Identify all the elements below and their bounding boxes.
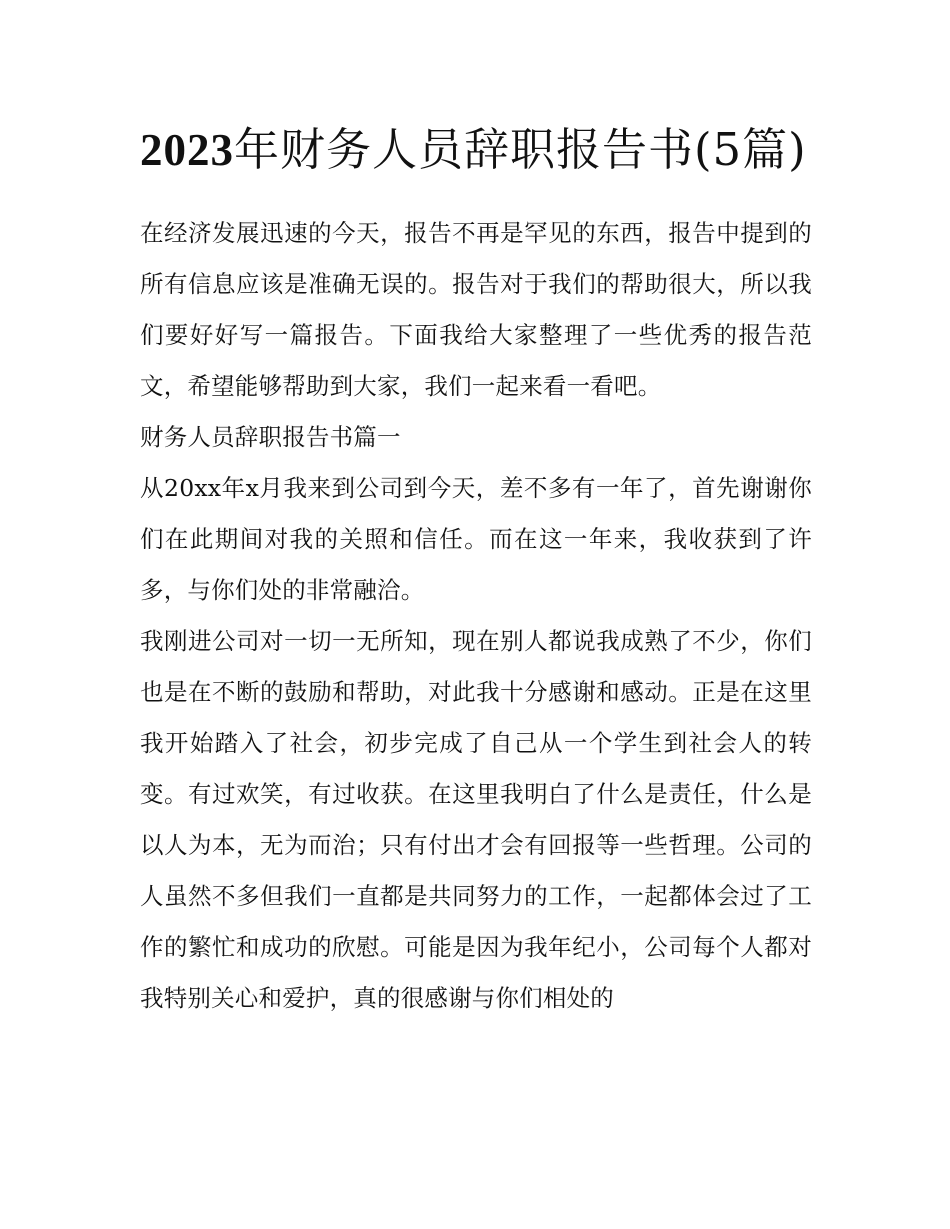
body-paragraph: 从20xx年x月我来到公司到今天，差不多有一年了，首先谢谢你们在此期间对我的关照和信任。而在这一年来，我收获到了许多，与你们处的非常融洽。 [140, 474, 812, 604]
body-paragraph: 我刚进公司对一切一无所知，现在别人都说我成熟了不少，你们也是在不断的鼓励和帮助，对此我十分感谢和感动。正是在这里我开始踏入了社会，初步完成了自己从一个学生到社会人的转变。有过欢笑，有过收获。在这里我明白了什么是责任，什么是以人为本，无为而治；只有付出才会有回报等一些哲理。公司的人虽然不多但我们一直都是共同努力的工作，一起都体会过了工作的繁忙和成功的欣慰。可能是因为我年纪小，公司每个人都对我特别关心和爱护，真的很感谢与你们相处的 [140, 627, 812, 1012]
section-heading: 财务人员辞职报告书篇一 [140, 423, 401, 451]
intro-paragraph: 在经济发展迅速的今天，报告不再是罕见的东西，报告中提到的所有信息应该是准确无误的。报告对于我们的帮助很大，所以我们要好好写一篇报告。下面我给大家整理了一些优秀的报告范文，希望能够帮助到大家，我们一起来看一看吧。 [140, 219, 812, 400]
document-body [140, 208, 812, 1024]
title-text: 年财务人员辞职报告书(5篇) [234, 123, 807, 176]
document-title [140, 110, 812, 190]
document-page [140, 110, 812, 1024]
title-year: 2023 [140, 125, 234, 175]
